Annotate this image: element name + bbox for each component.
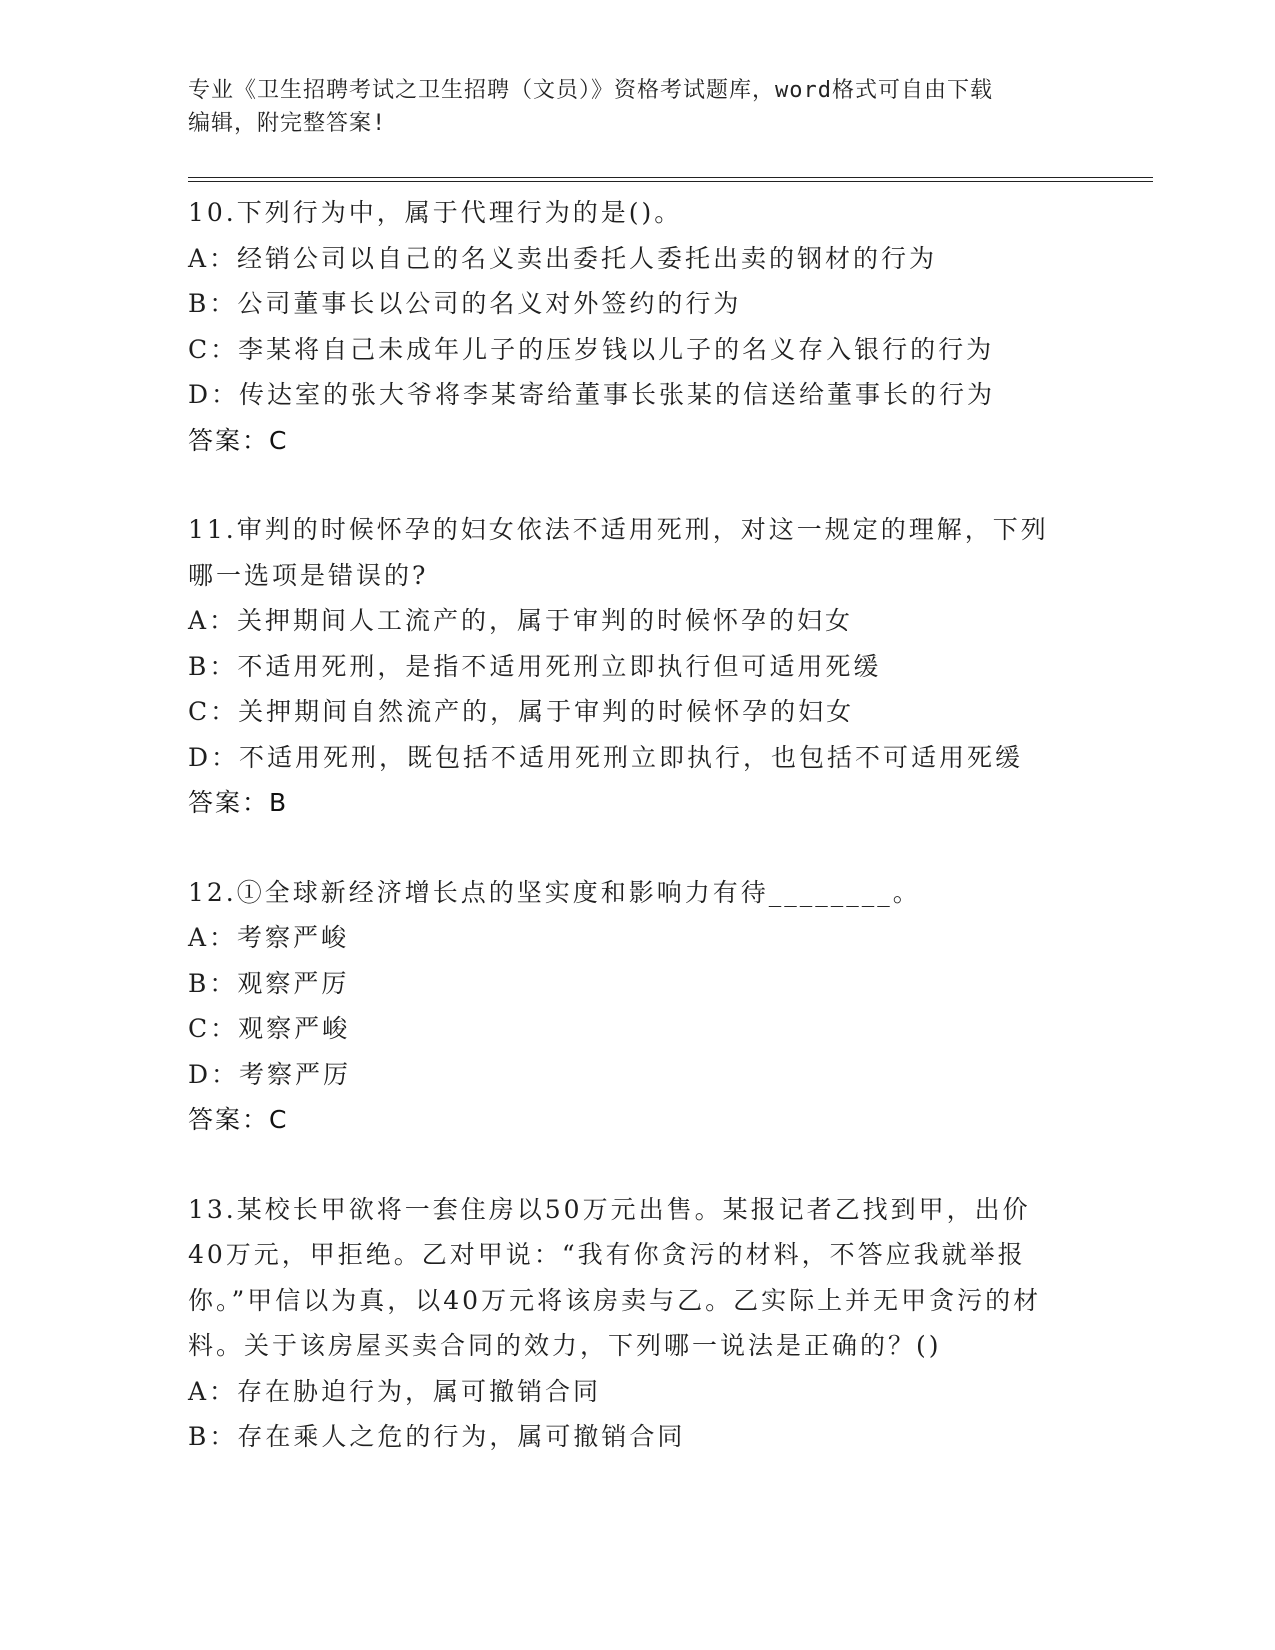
option-c: C：观察严峻: [188, 1014, 351, 1043]
question-text: 13.某校长甲欲将一套住房以50万元出售。某报记者乙找到甲，出价40万元，甲拒绝。乙对甲说：“我有你贪污的材料，不答应我就举报你。”甲信以为真，以40万元将该房卖与乙。乙实际上并无甲贪污的材料。关于该房屋买卖合同的效力，下列哪一说法是正确的？(): [188, 1194, 1042, 1360]
option-b: B：观察严厉: [188, 968, 350, 998]
option-d: D：考察严厉: [188, 1059, 352, 1089]
option-b: B：公司董事长以公司的名义对外签约的行为: [188, 289, 742, 318]
option-a: A：关押期间人工流产的，属于审判的时候怀孕的妇女: [188, 606, 854, 635]
option-c: C：关押期间自然流产的，属于审判的时候怀孕的妇女: [188, 697, 855, 726]
document-header: [188, 74, 1088, 140]
header-rule-bottom: [188, 181, 1153, 182]
option-a: A：考察严峻: [188, 923, 350, 952]
answer-line: 答案：C: [188, 425, 289, 455]
question-11: [188, 507, 1088, 826]
header-line-2: 编辑，附完整答案!: [188, 111, 387, 136]
option-a: A：经销公司以自己的名义卖出委托人委托出卖的钢材的行为: [188, 243, 938, 273]
answer-line: 答案：B: [188, 788, 289, 817]
question-list: [188, 190, 1088, 1504]
question-13: [188, 1187, 1088, 1460]
option-d: D：传达室的张大爷将李某寄给董事长张某的信送给董事长的行为: [188, 380, 996, 409]
option-b: B：不适用死刑，是指不适用死刑立即执行但可适用死缓: [188, 651, 882, 681]
header-line-1: 专业《卫生招聘考试之卫生招聘（文员）》资格考试题库，word格式可自由下载: [188, 78, 993, 103]
option-d: D：不适用死刑，既包括不适用死刑立即执行，也包括不可适用死缓: [188, 742, 1024, 772]
option-a: A：存在胁迫行为，属可撤销合同: [188, 1376, 602, 1406]
option-c: C：李某将自己未成年儿子的压岁钱以儿子的名义存入银行的行为: [188, 334, 995, 364]
question-10: [188, 190, 1088, 463]
question-12: [188, 870, 1088, 1143]
answer-line: 答案：C: [188, 1105, 289, 1134]
option-b: B：存在乘人之危的行为，属可撤销合同: [188, 1422, 686, 1451]
question-text: 12.①全球新经济增长点的坚实度和影响力有待________。: [188, 877, 921, 907]
question-text: 10.下列行为中，属于代理行为的是()。: [188, 198, 683, 227]
header-rule-top: [188, 177, 1153, 178]
question-text: 11.审判的时候怀孕的妇女依法不适用死刑，对这一规定的理解，下列哪一选项是错误的?: [188, 515, 1049, 590]
